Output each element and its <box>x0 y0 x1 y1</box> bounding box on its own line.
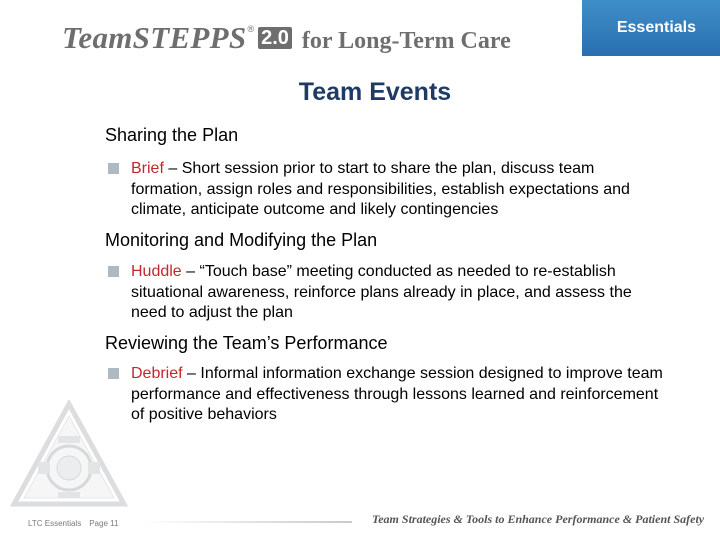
definition-huddle: – “Touch base” meeting conducted as needed to re-establish situational awareness, reinforce plans already in place, and assess the need to adjust the plan <box>131 263 632 321</box>
bullet-text <box>131 262 668 324</box>
section-heading-monitoring: Monitoring and Modifying the Plan <box>105 230 378 250</box>
term-huddle: Huddle <box>131 263 182 280</box>
registered-mark: ® <box>247 24 255 34</box>
section-heading-sharing: Sharing the Plan <box>105 125 239 145</box>
footer-course: LTC Essentials <box>28 519 82 528</box>
logo-version-badge: 2.0 <box>258 27 292 49</box>
term-debrief: Debrief <box>131 365 183 382</box>
definition-brief: – Short session prior to start to share the plan, discuss team formation, assign roles and responsibilities, establish expectations and climate, anticipate outcome and likely contingencies <box>131 160 630 218</box>
footer-divider <box>142 521 352 523</box>
square-bullet-icon <box>108 266 119 277</box>
teamstepps-triangle-watermark-icon <box>10 400 128 510</box>
square-bullet-icon <box>108 368 119 379</box>
logo-main-text: TeamSTEPPS <box>62 20 247 55</box>
footer-left <box>28 519 118 528</box>
definition-debrief: – Informal information exchange session designed to improve team performance and effectiveness through lessons learned and reinforcement of positive behaviors <box>131 365 663 423</box>
slide-title: Team Events <box>298 78 452 106</box>
bullet-text <box>131 159 668 221</box>
footer-tagline: Team Strategies & Tools to Enhance Performance & Patient Safety <box>372 512 705 526</box>
square-bullet-icon <box>108 163 119 174</box>
header <box>0 0 720 62</box>
essentials-tab: Essentials <box>582 0 720 56</box>
bullet-text <box>131 364 668 426</box>
bullet-brief <box>108 159 668 221</box>
term-brief: Brief <box>131 160 164 177</box>
bullet-huddle <box>108 262 668 324</box>
section-heading-reviewing: Reviewing the Team’s Performance <box>105 333 388 353</box>
teamstepps-logo <box>62 20 511 56</box>
logo-subtitle: for Long-Term Care <box>301 28 511 54</box>
footer-page-number: Page 11 <box>89 519 119 528</box>
bullet-debrief <box>108 364 668 426</box>
